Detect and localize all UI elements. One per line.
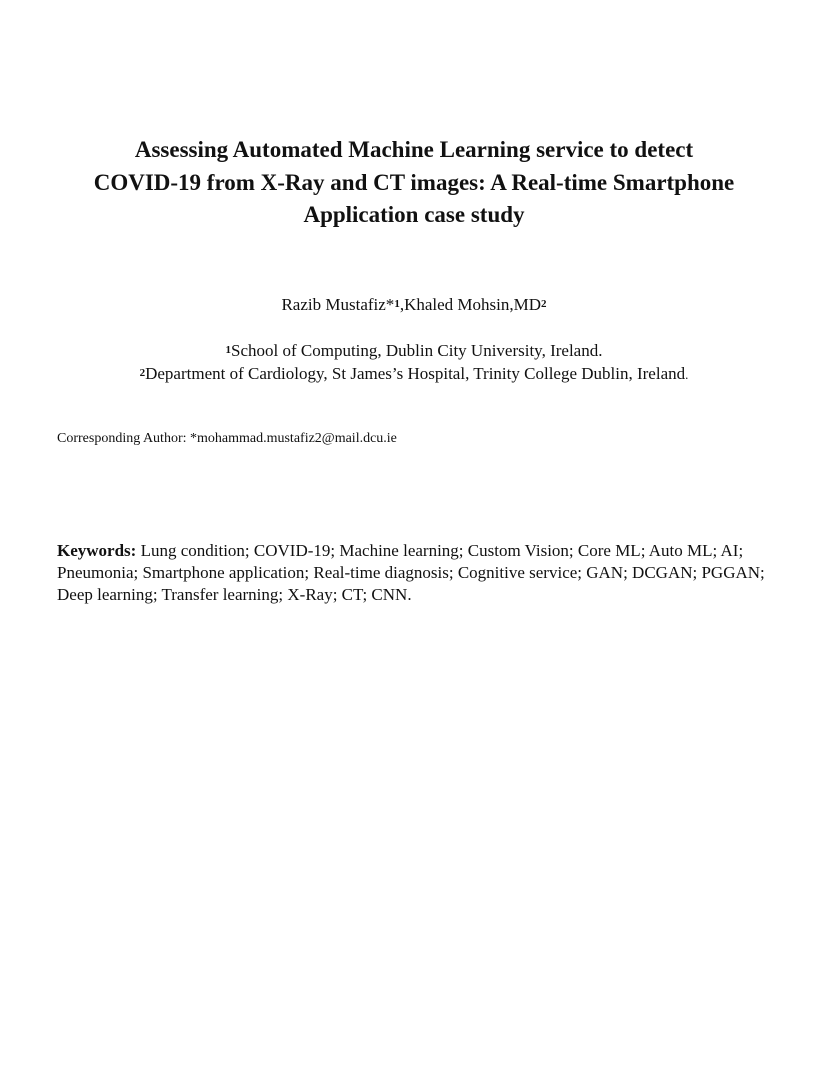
paper-title <box>40 134 788 232</box>
affiliation-1-mark: 1 <box>225 344 232 356</box>
affiliation-2 <box>40 363 788 386</box>
author-1-affiliation-mark: 1 <box>394 298 400 310</box>
keywords-text: Lung condition; COVID-19; Machine learning; Custom Vision; Core ML; Auto ML; AI; Pneumonia; Smartphone application; Real-time diagnosis; Cognitive service; GAN; DCGAN; PGGAN; Deep learning; Transfer learning; X-Ray; CT; CNN. <box>57 541 765 604</box>
corresponding-author-label: Corresponding Author: <box>57 431 190 446</box>
keywords-label: Keywords: <box>57 541 137 560</box>
affiliation-1 <box>40 340 788 363</box>
affiliation-2-text: Department of Cardiology, St James’s Hospital, Trinity College Dublin, Ireland <box>145 364 686 383</box>
author-1-name: Razib Mustafiz* <box>281 295 395 314</box>
affiliation-2-mark: 2 <box>139 367 146 379</box>
keywords-section <box>57 540 772 606</box>
title-line-2: COVID-19 from X-Ray and CT images: A Real-time Smartphone <box>93 169 735 195</box>
affiliation-2-trail: . <box>685 367 689 382</box>
author-2-name: Khaled Mohsin,MD <box>404 295 542 314</box>
author-list <box>40 294 788 316</box>
affiliation-1-text: School of Computing, Dublin City University, Ireland. <box>231 341 603 360</box>
corresponding-author <box>57 430 777 448</box>
author-separator: , <box>399 295 405 314</box>
author-2-affiliation-mark: 2 <box>541 298 547 310</box>
affiliations <box>40 340 788 386</box>
title-line-1: Assessing Automated Machine Learning service to detect <box>134 137 694 162</box>
title-line-3: Application case study <box>303 202 525 227</box>
corresponding-author-email: *mohammad.mustafiz2@mail.dcu.ie <box>190 431 397 446</box>
